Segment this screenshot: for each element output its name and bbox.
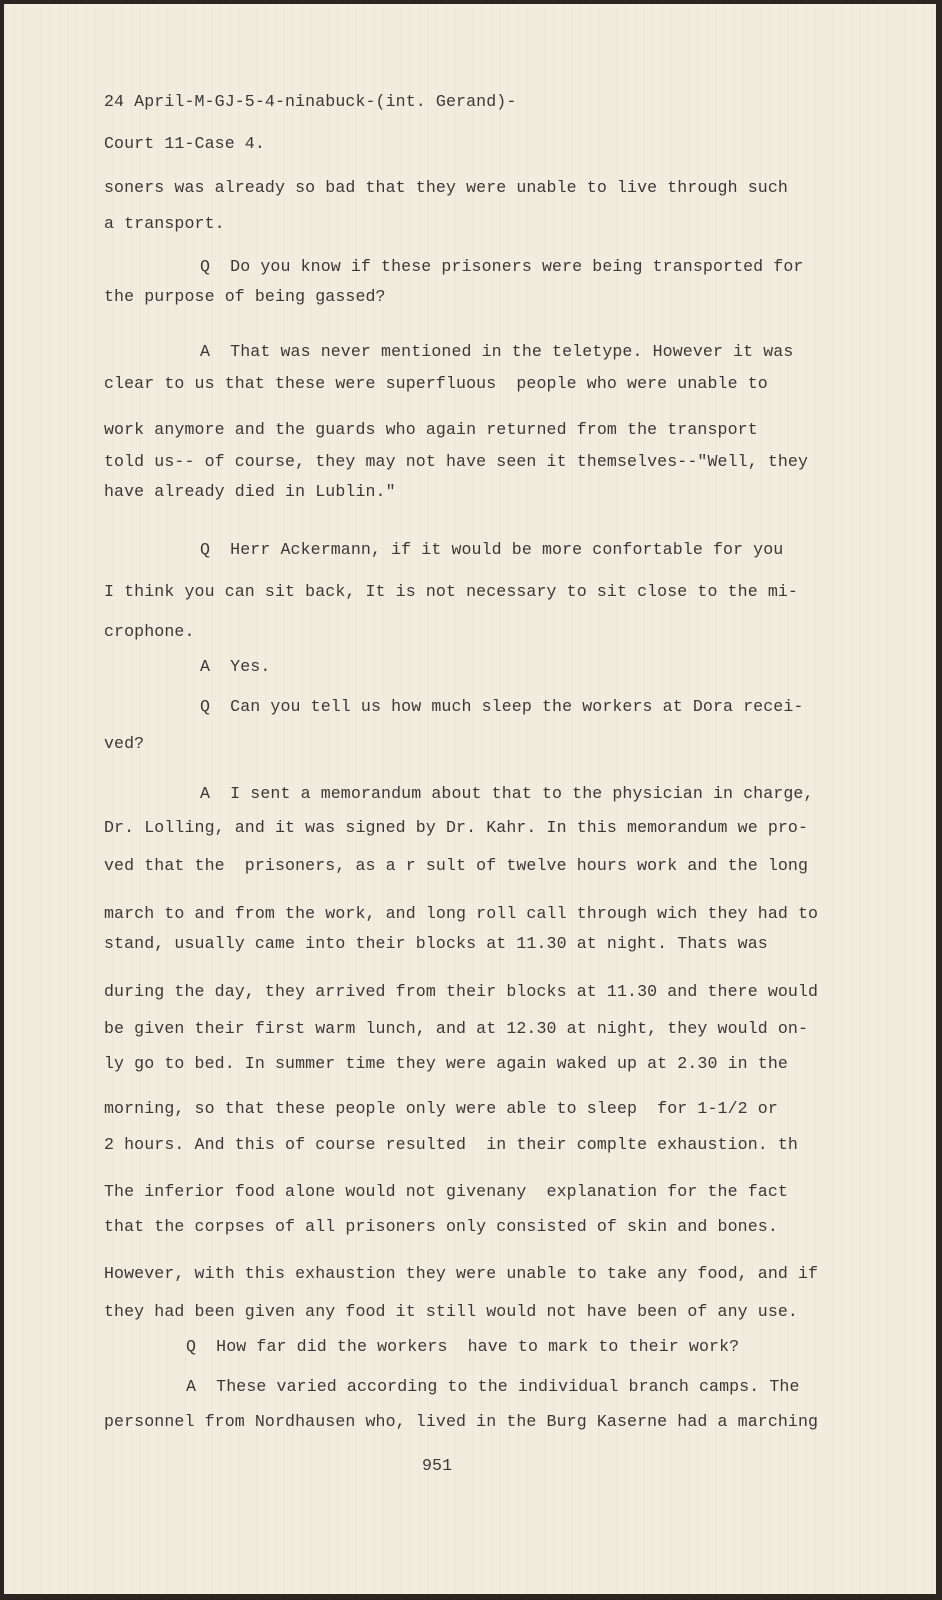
transcript-line: ly go to bed. In summer time they were again waked up at 2.30 in the — [104, 1054, 788, 1073]
transcript-line: during the day, they arrived from their blocks at 11.30 and there would — [104, 982, 819, 1001]
transcript-line: the purpose of being gassed? — [104, 287, 386, 306]
transcript-line: morning, so that these people only were able to sleep for 1-1/2 or — [104, 1099, 778, 1118]
transcript-line: have already died in Lublin." — [104, 482, 396, 501]
transcript-line: ved that the prisoners, as a r sult of twelve hours work and the long — [104, 856, 809, 875]
header-line-1: 24 April-M-GJ-5-4-ninabuck-(int. Gerand)- — [104, 92, 517, 111]
transcript-line: soners was already so bad that they were unable to live through such — [104, 178, 788, 197]
document-page — [4, 4, 936, 1594]
transcript-line: 2 hours. And this of course resulted in their complte exhaustion. th — [104, 1135, 798, 1154]
transcript-line: Q How far did the workers have to mark to their work? — [186, 1337, 740, 1356]
transcript-line: However, with this exhaustion they were unable to take any food, and if — [104, 1264, 819, 1283]
transcript-line: Q Do you know if these prisoners were being transported for — [200, 257, 804, 276]
page-number: 951 — [422, 1456, 453, 1475]
transcript-line: stand, usually came into their blocks at 11.30 at night. Thats was — [104, 934, 768, 953]
transcript-line: A These varied according to the individual branch camps. The — [186, 1377, 800, 1396]
transcript-line: march to and from the work, and long roll call through wich they had to — [104, 904, 819, 923]
transcript-line: told us-- of course, they may not have seen it themselves--"Well, they — [104, 452, 809, 471]
transcript-line: ved? — [104, 734, 145, 753]
transcript-line: personnel from Nordhausen who, lived in the Burg Kaserne had a marching — [104, 1412, 819, 1431]
transcript-line: A I sent a memorandum about that to the physician in charge, — [200, 784, 814, 803]
transcript-line: Dr. Lolling, and it was signed by Dr. Kahr. In this memorandum we pro- — [104, 818, 809, 837]
header-line-2: Court 11-Case 4. — [104, 134, 265, 153]
transcript-line: a transport. — [104, 214, 225, 233]
transcript-line: clear to us that these were superfluous people who were unable to — [104, 374, 768, 393]
transcript-line: that the corpses of all prisoners only consisted of skin and bones. — [104, 1217, 778, 1236]
transcript-line: Q Herr Ackermann, if it would be more confortable for you — [200, 540, 784, 559]
transcript-line: they had been given any food it still would not have been of any use. — [104, 1302, 798, 1321]
transcript-line: crophone. — [104, 622, 195, 641]
transcript-line: Q Can you tell us how much sleep the workers at Dora recei- — [200, 697, 804, 716]
transcript-line: work anymore and the guards who again returned from the transport — [104, 420, 758, 439]
transcript-line: A Yes. — [200, 657, 271, 676]
transcript-line: be given their first warm lunch, and at 12.30 at night, they would on- — [104, 1019, 809, 1038]
transcript-line: I think you can sit back, It is not necessary to sit close to the mi- — [104, 582, 798, 601]
transcript-line: The inferior food alone would not givenany explanation for the fact — [104, 1182, 788, 1201]
transcript-line: A That was never mentioned in the teletype. However it was — [200, 342, 794, 361]
